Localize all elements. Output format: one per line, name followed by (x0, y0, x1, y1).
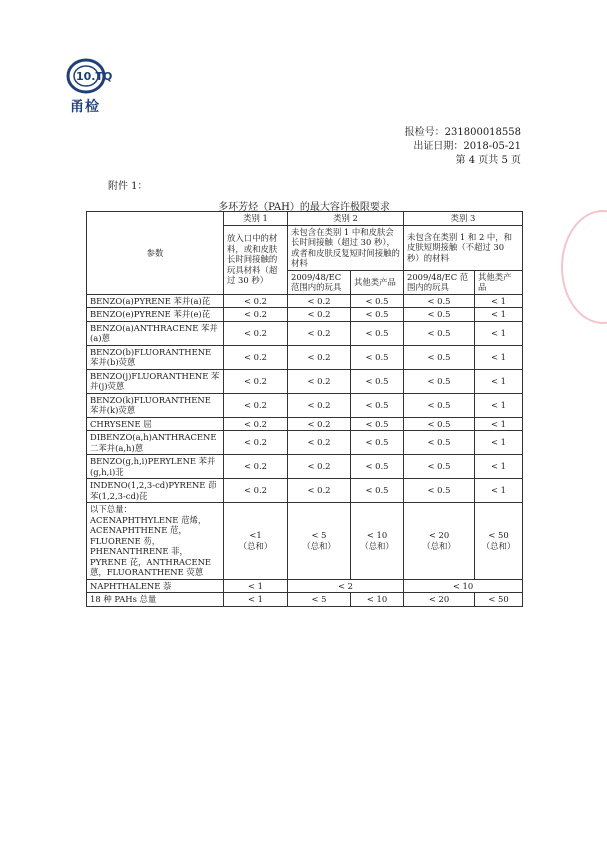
row-value: < 0.2 (288, 393, 351, 417)
row-value: < 0.5 (351, 308, 404, 322)
row-value: < 50 （总和） (475, 503, 523, 580)
row-value: < 1 (475, 345, 523, 369)
report-meta (405, 126, 521, 168)
row-value: < 2 (288, 579, 404, 593)
header-cat1-desc: 放入口中的材料，或和皮肤长时间接触的玩具材料（超过 30 秒） (224, 225, 288, 294)
row-value: < 1 (475, 393, 523, 417)
row-name: BENZO(e)PYRENE 苯并(e)芘 (87, 308, 224, 322)
table-row-sum (87, 503, 523, 580)
row-value: < 1 (475, 294, 523, 308)
row-value: < 0.5 (404, 294, 475, 308)
row-value: < 5 (288, 593, 351, 607)
row-name: BENZO(a)ANTHRACENE 苯并(a)蒽 (87, 321, 224, 345)
table-row (87, 345, 523, 369)
header-cat3-toys: 2009/48/EC 范围内的玩具 (404, 270, 475, 294)
row-value: < 0.2 (224, 431, 288, 455)
row-value: < 0.5 (351, 345, 404, 369)
table-body (87, 294, 523, 503)
row-value: < 0.2 (224, 321, 288, 345)
row-value: < 0.5 (404, 345, 475, 369)
row-name: 18 种 PAHs 总量 (87, 593, 224, 607)
row-name: BENZO(a)PYRENE 苯并(a)芘 (87, 294, 224, 308)
row-name: DIBENZO(a,h)ANTHRACENE 二苯并(a,h)蒽 (87, 431, 224, 455)
table-row (87, 431, 523, 455)
row-value: < 5 （总和） (288, 503, 351, 580)
logo-name: 甬检 (70, 99, 100, 115)
row-value: < 0.5 (404, 417, 475, 431)
row-value: < 0.5 (404, 393, 475, 417)
header-cat2-desc: 未包含在类别 1 中和皮肤会长时间接触（超过 30 秒），或者和皮肤反复短时间接触的材料 (288, 225, 404, 270)
table-row (87, 479, 523, 503)
row-name: BENZO(b)FLUORANTHENE 苯并(b)荧蒽 (87, 345, 224, 369)
table-title: 多环芳烃（PAH）的最大容许极限要求 (218, 202, 390, 213)
row-value: < 0.2 (224, 417, 288, 431)
page-number: 第 4 页共 5 页 (455, 155, 521, 166)
row-value: < 0.2 (224, 369, 288, 393)
row-value: < 0.5 (404, 308, 475, 322)
row-value: < 0.5 (404, 431, 475, 455)
row-value: < 0.2 (288, 369, 351, 393)
row-name: BENZO(g,h,i)PERYLENE 苯并(g,h,i)苝 (87, 455, 224, 479)
row-value: < 0.5 (351, 417, 404, 431)
header-row-categories (87, 212, 523, 226)
row-value: < 0.5 (404, 479, 475, 503)
header-cat2: 类别 2 (288, 212, 404, 226)
table-row-total18 (87, 593, 523, 607)
header-cat2-toys: 2009/48/EC 范围内的玩具 (288, 270, 351, 294)
row-value: < 0.2 (288, 294, 351, 308)
row-value: < 0.5 (404, 455, 475, 479)
row-value: < 0.2 (288, 479, 351, 503)
row-value: < 0.2 (288, 431, 351, 455)
row-value: < 0.5 (404, 321, 475, 345)
row-value: < 0.2 (288, 417, 351, 431)
row-name: NAPHTHALENE 萘 (87, 579, 224, 593)
row-value: < 1 (475, 369, 523, 393)
header-cat2-other: 其他类产品 (351, 270, 404, 294)
attachment-label: 附件 1： (108, 181, 148, 192)
row-value: < 10 (351, 593, 404, 607)
row-value: < 1 (475, 455, 523, 479)
row-value: < 0.2 (224, 393, 288, 417)
table-row (87, 321, 523, 345)
header-cat3-other: 其他类产品 (475, 270, 523, 294)
row-value: < 0.2 (288, 308, 351, 322)
row-value: < 1 (475, 308, 523, 322)
row-value: < 1 (475, 417, 523, 431)
seal-stamp (561, 210, 607, 324)
row-value: < 0.5 (351, 393, 404, 417)
company-logo (64, 56, 124, 96)
row-value: < 0.2 (224, 345, 288, 369)
issue-date: 出证日期：2018-05-21 (413, 141, 521, 152)
report-number: 报检号：231800018558 (404, 127, 521, 138)
table-row (87, 417, 523, 431)
row-value: < 0.5 (351, 479, 404, 503)
row-value: < 20 (404, 593, 475, 607)
row-value: < 0.2 (224, 294, 288, 308)
row-value: < 0.2 (288, 321, 351, 345)
logo-badge-text: 10.TQ (76, 70, 112, 83)
row-value: < 0.5 (351, 369, 404, 393)
table-row (87, 294, 523, 308)
header-cat3-desc: 未包含在类别 1 和 2 中，和皮肤短期接触（不超过 30 秒）的材料 (404, 225, 523, 270)
row-value: < 1 (475, 431, 523, 455)
row-value: <1 （总和） (224, 503, 288, 580)
row-value: < 0.2 (224, 479, 288, 503)
logo-badge-icon (64, 56, 112, 96)
table-row (87, 308, 523, 322)
row-value: < 10 （总和） (351, 503, 404, 580)
row-value: < 1 (475, 321, 523, 345)
row-value: < 20 （总和） (404, 503, 475, 580)
row-value: < 0.2 (288, 455, 351, 479)
table-row (87, 455, 523, 479)
row-name: BENZO(k)FLUORANTHENE 苯并(k)荧蒽 (87, 393, 224, 417)
table-row (87, 393, 523, 417)
row-value: < 1 (475, 479, 523, 503)
header-param: 参数 (87, 212, 224, 295)
header-cat3: 类别 3 (404, 212, 523, 226)
row-value: < 0.5 (351, 321, 404, 345)
row-name: CHRYSENE 屈 (87, 417, 224, 431)
row-value: < 0.5 (351, 431, 404, 455)
table-row-naphthalene (87, 579, 523, 593)
row-value: < 0.5 (351, 455, 404, 479)
row-value: < 1 (224, 579, 288, 593)
row-value: < 0.2 (224, 308, 288, 322)
row-value: < 0.5 (351, 294, 404, 308)
row-value: < 50 (475, 593, 523, 607)
row-value: < 0.2 (288, 345, 351, 369)
row-name: 以下总量：ACENAPHTHYLENE 苊烯，ACENAPHTHENE 苊，FLUORENE 芴，PHENANTHRENE 菲，PYRENE 芘，ANTHRACENE 蒽，FLUORANTHENE 荧蒽 (87, 503, 224, 580)
header-cat1: 类别 1 (224, 212, 288, 226)
row-name: BENZO(j)FLUORANTHENE 苯并(j)荧蒽 (87, 369, 224, 393)
pah-limits-table (86, 211, 523, 607)
row-value: < 10 (404, 579, 523, 593)
row-value: < 1 (224, 593, 288, 607)
row-value: < 0.5 (404, 369, 475, 393)
row-value: < 0.2 (224, 455, 288, 479)
row-name: INDENO(1,2,3-cd)PYRENE 茚苯(1,2,3-cd)芘 (87, 479, 224, 503)
table-row (87, 369, 523, 393)
